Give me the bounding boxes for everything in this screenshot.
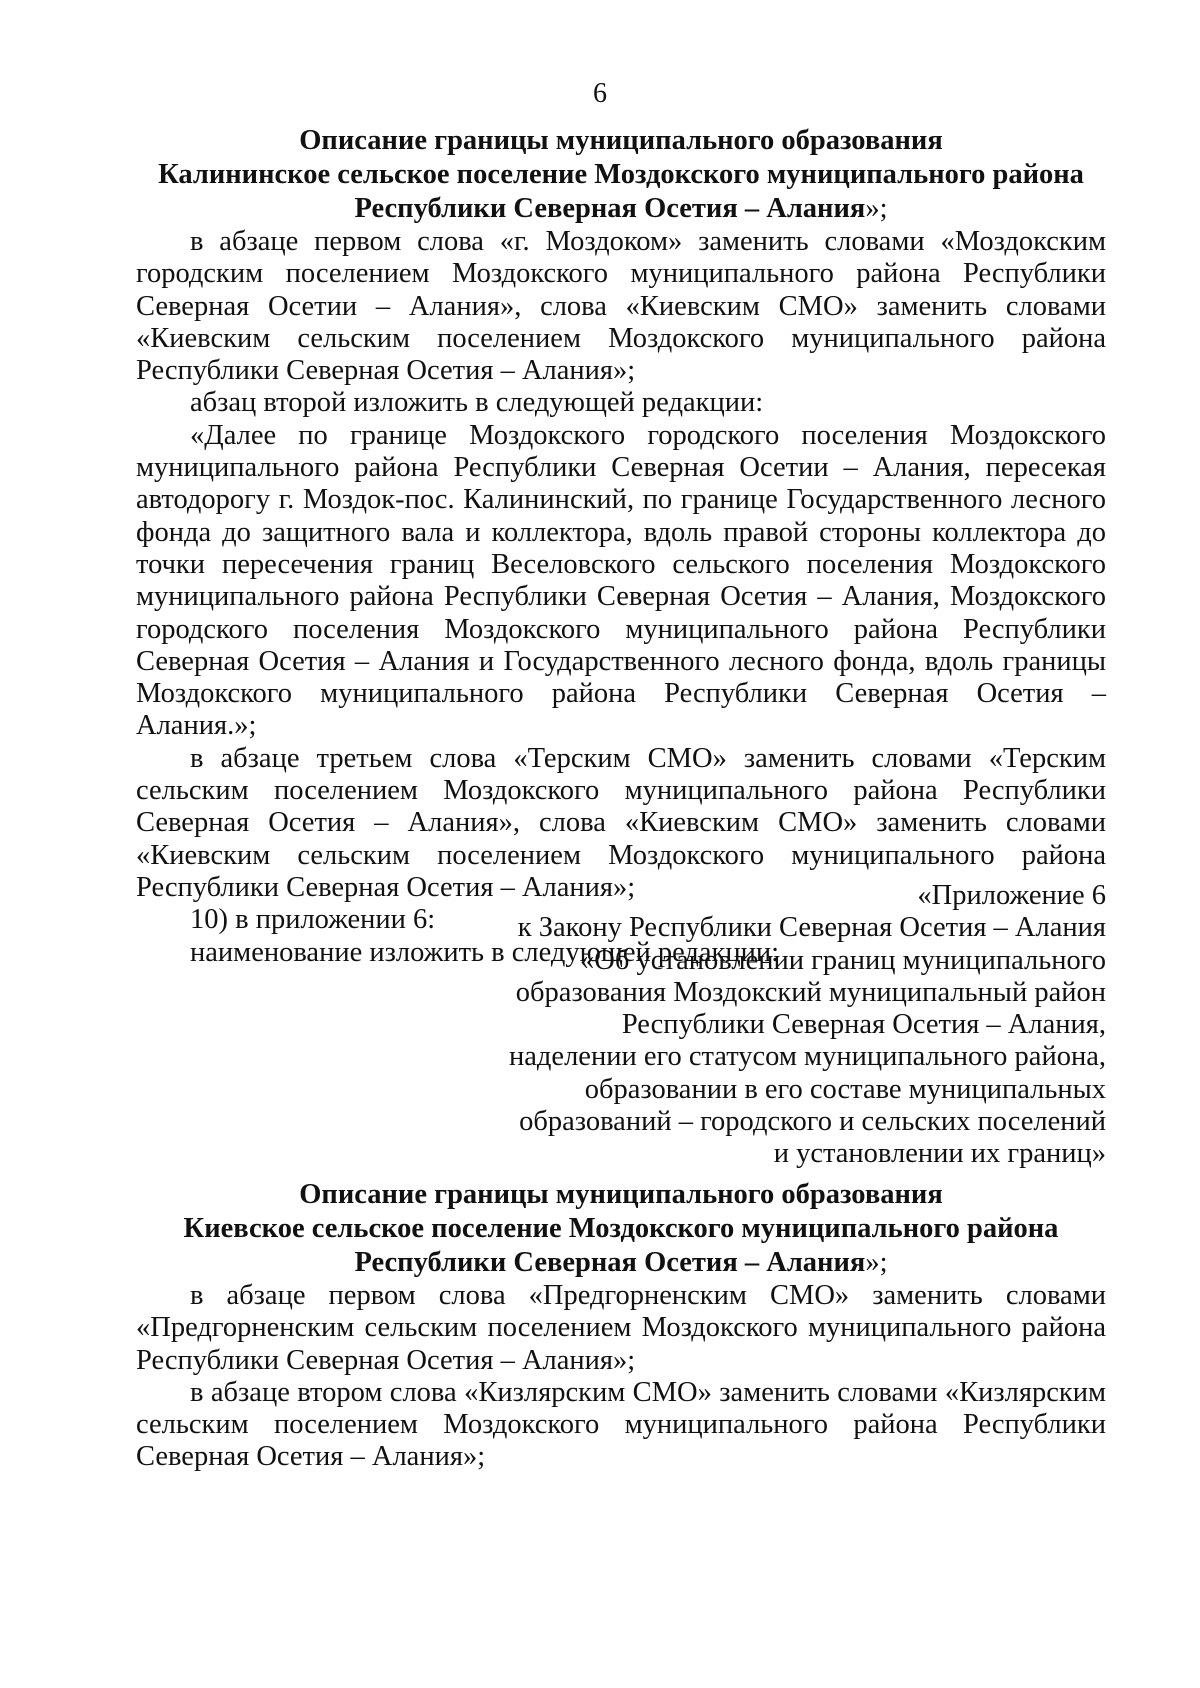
page-number: 6 xyxy=(593,78,607,109)
caption-line: образования Моздокский муниципальный район xyxy=(515,976,1106,1008)
paragraph: в абзаце втором слова «Кизлярским СМО» заменить словами «Кизлярским сельским поселением Моздокского муниципального района Республики Северная Осетия – Алания»; xyxy=(136,1376,1106,1473)
heading-tail: »; xyxy=(865,1247,888,1278)
heading-line: Описание границы муниципального образования xyxy=(299,1179,943,1210)
paragraph: «Далее по границе Моздокского городского поселения Моздокского муниципального района Республики Северная Осетии – Алания, пересекая автодорогу г. Моздок-пос. Калининский, по границе Государственного лесного фонда до защитного вала и коллектора, вдоль правой стороны коллектора до точки пересечения границ Веселовского сельского поселения Моздокского муниципального района Республики Северная Осетия – Алания, Моздокского городского поселения Моздокского муниципального района Республики Северная Осетия – Алания и Государственного лесного фонда, вдоль границы Моздокского муниципального района Республики Северная Осетия – Алания.»; xyxy=(136,419,1106,742)
heading-tail: »; xyxy=(865,193,888,224)
paragraph: 10) в приложении 6: xyxy=(190,904,436,936)
caption-line: образовании в его составе муниципальных xyxy=(584,1073,1106,1105)
heading-line-text: Республики Северная Осетия – Алания xyxy=(354,1247,866,1278)
section-heading xyxy=(136,1178,1106,1280)
caption-line: и установлении их границ» xyxy=(773,1138,1106,1170)
heading-line-text: Республики Северная Осетия – Алания xyxy=(354,193,866,224)
section-kalininskoe xyxy=(136,124,1106,969)
heading-line: Калининское сельское поселение Моздокского муниципального района xyxy=(158,159,1084,190)
caption-line: к Закону Республики Северная Осетия – Алания xyxy=(517,912,1106,944)
paragraph: в абзаце первом слова «Предгорненским СМО» заменить словами «Предгорненским сельским поселением Моздокского муниципального района Республики Северная Осетия – Алания»; xyxy=(136,1280,1106,1376)
paragraph: в абзаце первом слова «г. Моздоком» заменить словами «Моздокским городским поселением Моздокского муниципального района Республики Северная Осетии – Алания», слова «Киевским СМО» заменить словами «Киевским сельским поселением Моздокского муниципального района Республики Северная Осетия – Алания»; xyxy=(136,226,1106,387)
section-kievskoe xyxy=(136,1178,1106,1474)
heading-line xyxy=(136,192,1106,226)
appendix-caption xyxy=(480,880,1106,1171)
caption-line: «Об установлении границ муниципального xyxy=(579,944,1106,976)
caption-line: «Приложение 6 xyxy=(917,880,1106,911)
heading-line: Киевское сельское поселение Моздокского муниципального района xyxy=(183,1213,1059,1244)
paragraph: наименование изложить в следующей редакции: xyxy=(190,936,780,968)
heading-line xyxy=(136,1246,1106,1280)
heading-line: Описание границы муниципального образования xyxy=(299,125,943,156)
section-heading xyxy=(136,124,1106,226)
caption-line: наделении его статусом муниципального района, xyxy=(509,1041,1106,1073)
caption-line: образований – городского и сельских поселений xyxy=(519,1106,1106,1138)
paragraph: абзац второй изложить в следующей редакции: xyxy=(190,387,764,419)
paragraph: в абзаце третьем слова «Терским СМО» заменить словами «Терским сельским поселением Моздокского муниципального района Республики Северная Осетия – Алания», слова «Киевским СМО» заменить словами «Киевским сельским поселением Моздокского муниципального района Республики Северная Осетия – Алания»; xyxy=(136,742,1106,903)
caption-line: Республики Северная Осетия – Алания, xyxy=(621,1009,1106,1041)
